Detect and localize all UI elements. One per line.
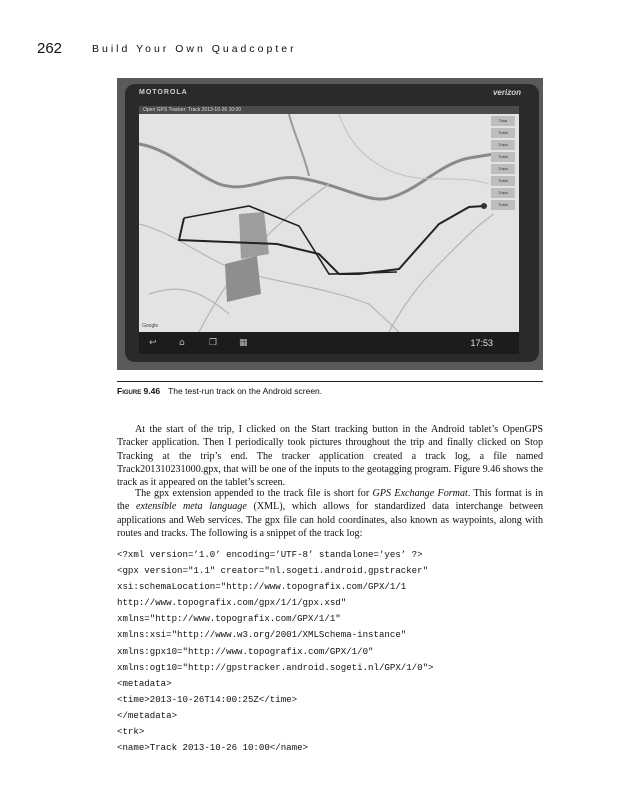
code-line: xmlns:xsi="http://www.w3.org/2001/XMLSchema-instance" xyxy=(117,629,407,641)
figure-photo xyxy=(117,78,543,370)
code-line: xmlns:ogt10="http://gpstracker.android.sogeti.nl/GPX/1/0"> xyxy=(117,661,434,673)
side-button[interactable]: Track xyxy=(491,152,515,162)
side-button[interactable]: Track xyxy=(491,176,515,186)
side-button[interactable]: Track xyxy=(491,128,515,138)
paragraph-text: . This format is in the xyxy=(117,488,544,513)
caption-text: The test-run track on the Android screen. xyxy=(168,386,323,396)
side-button[interactable]: Track xyxy=(491,188,515,198)
code-line: xmlns="http://www.topografix.com/GPX/1/1" xyxy=(117,613,341,625)
term-extensible-meta-language: extensible meta language xyxy=(135,501,247,513)
code-line: <?xml version=’1.0’ encoding=’UTF-8’ standalone=’yes’ ?> xyxy=(117,549,423,560)
code-line: <metadata> xyxy=(117,677,172,689)
code-listing xyxy=(117,547,434,756)
side-button[interactable]: Track xyxy=(491,140,515,150)
code-line: <name>Track 2013-10-26 10:00</name> xyxy=(117,742,308,754)
paragraph-text: At the start of the trip, I clicked on the Start tracking button in the Android tablet’s OpenGPS Tracker application. Then I periodically took pictures throughout the trip and finally clicked on Stop Tracking at the trip’s end. The tracker application created a track log, a file named Track201310231000.gpx, that will be one of the inputs to the geotagging program. Figure 9.46 shows the track as it appeared on the tablet’s screen. xyxy=(117,424,543,488)
carrier-brand-label: verizon xyxy=(492,88,521,97)
body-paragraph-1 xyxy=(117,423,543,489)
tablet-screen xyxy=(139,106,519,332)
code-line: xsi:schemaLocation="http://www.topografix.com/GPX/1/1 xyxy=(117,581,407,593)
side-button[interactable]: Track xyxy=(491,200,515,210)
figure-label: Figure 9.46 xyxy=(117,386,161,396)
page-number: 262 xyxy=(37,40,63,57)
home-icon[interactable]: ⌂ xyxy=(179,338,185,348)
side-button[interactable]: Track xyxy=(491,164,515,174)
code-line: <time>2013-10-26T14:00:25Z</time> xyxy=(117,693,298,705)
grid-icon[interactable]: ▦ xyxy=(239,338,248,348)
app-title-bar: Open GPS Tracker: Track 2013-10-26 10:00 xyxy=(139,106,519,114)
side-button-column xyxy=(491,116,515,212)
body-paragraph-2 xyxy=(117,487,543,540)
paragraph-text: The gpx extension appended to the track file is short for xyxy=(135,488,373,499)
android-nav-bar xyxy=(139,332,519,354)
code-line: <gpx version="1.1" creator="nl.sogeti.android.gpstracker" xyxy=(117,565,429,577)
recent-apps-icon[interactable]: ❐ xyxy=(209,338,218,348)
park-area-2 xyxy=(225,256,261,302)
running-head: Build Your Own Quadcopter xyxy=(92,43,297,55)
code-line: </metadata> xyxy=(117,709,178,721)
track-end-marker xyxy=(481,203,487,209)
code-line: <trk> xyxy=(117,726,145,738)
back-icon[interactable]: ↩ xyxy=(149,338,157,348)
paragraph-text: (XML), which allows for standardized data interchange between applications and Web services. The gpx file can hold coordinates, also known as waypoints, along with routes and tracks. The following is a snippet of the track log: xyxy=(117,501,543,539)
status-clock: 17:53 xyxy=(470,338,493,348)
map-credit: Google xyxy=(142,323,159,329)
code-line: http://www.topografix.com/gpx/1/1/gpx.xsd" xyxy=(117,597,347,609)
park-area-1 xyxy=(239,212,269,259)
caption-rule xyxy=(117,381,543,382)
figure-caption xyxy=(117,386,322,396)
term-gps-exchange-format: GPS Exchange Format xyxy=(372,488,468,499)
map-view xyxy=(139,114,519,332)
code-line: xmlns:gpx10="http://www.topografix.com/GPX/1/0" xyxy=(117,645,374,657)
side-button[interactable]: Total xyxy=(491,116,515,126)
tablet-brand-label: MOTOROLA xyxy=(139,89,188,96)
